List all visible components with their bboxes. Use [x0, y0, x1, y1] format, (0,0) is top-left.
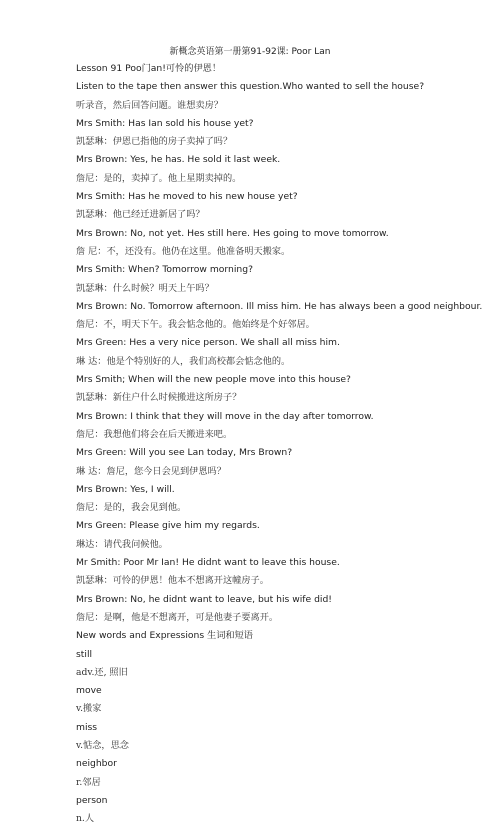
english-text-line: Mrs Brown: I think that they will move in the day after tomorrow.: [76, 410, 374, 422]
english-text-line: Mrs Brown: Yes, he has. He sold it last week.: [76, 154, 281, 166]
chinese-text-line: 詹尼：是啊，他是不想离开，可是他妻子要离开。: [76, 611, 279, 623]
english-text-line: Mrs Brown: No. Tomorrow afternoon. Ill miss him. He has always been a good neighbour.: [76, 300, 483, 312]
chinese-text-line: 詹尼：不，明天下午。我会惦念他的。他始终是个好邻居。: [76, 319, 315, 331]
chinese-text-line: 凯瑟琳：可怜的伊恩！他本不想离开这幢房子。: [76, 575, 269, 587]
chinese-text-line: v.搬家: [76, 703, 102, 715]
english-text-line: Listen to the tape then answer this question.Who wanted to sell the house?: [76, 81, 425, 93]
chinese-text-line: v.惦念，思念: [76, 739, 129, 751]
english-text-line: Mrs Smith: Has Ian sold his house yet?: [76, 117, 254, 129]
chinese-text-line: 詹尼：是的，我会见到他。: [76, 502, 187, 514]
english-text-line: person: [76, 794, 108, 806]
english-text-line: Mrs Green: Hes a very nice person. We shall all miss him.: [76, 337, 340, 349]
chinese-text-line: 琳达：请代我问候他。: [76, 538, 168, 550]
chinese-text-line: 凯瑟琳：新住户什么时候搬进这所房子？: [76, 392, 242, 404]
chinese-text-line: 凯瑟琳：他已经迁进新居了吗？: [76, 209, 205, 221]
english-text-line: Mrs Brown: Yes, I will.: [76, 483, 175, 495]
chinese-text-line: 琳 达：詹尼，您今日会见到伊恩吗？: [76, 465, 226, 477]
english-text-line: Lesson 91 Poo门an!可怜的伊恩！: [76, 63, 222, 74]
chinese-text-line: 詹 尼：不，还没有。他仍在这里。他准备明天搬家。: [76, 245, 291, 257]
document-title: 新概念英语第一册第91-92课: Poor Lan: [169, 47, 331, 57]
document-body: [76, 60, 486, 828]
chinese-text-line: 听录音，然后回答问题。谁想卖房？: [76, 99, 223, 111]
english-text-line: still: [76, 648, 93, 660]
english-text-line: miss: [76, 721, 98, 733]
chinese-text-line: 凯瑟琳：伊恩已指他的房子卖掉了吗？: [76, 136, 233, 148]
english-text-line: move: [76, 685, 102, 697]
english-text-line: New words and Expressions 生词和短语: [76, 630, 253, 642]
english-text-line: Mrs Green: Will you see Lan today, Mrs Brown?: [76, 447, 293, 459]
chinese-text-line: 詹尼：是的，卖掉了。他上星期卖掉的。: [76, 172, 242, 184]
chinese-text-line: 詹尼：我想他们将会在后天搬进来吧。: [76, 428, 233, 440]
english-text-line: Mrs Smith: When? Tomorrow morning?: [76, 264, 253, 276]
english-text-line: Mrs Green: Please give him my regards.: [76, 520, 260, 532]
chinese-text-line: n.人: [76, 813, 95, 825]
chinese-text-line: 琳 达：他是个特别好的人，我们高校都会惦念他的。: [76, 355, 291, 367]
english-text-line: Mrs Brown: No, not yet. Hes still here. Hes going to move tomorrow.: [76, 227, 389, 239]
chinese-text-line: 凯瑟琳：什么时候？明天上午吗？: [76, 282, 214, 294]
english-text-line: Mrs Brown: No, he didnt want to leave, but his wife did!: [76, 593, 332, 605]
english-text-line: Mrs Smith; When will the new people move into this house?: [76, 374, 351, 386]
chinese-text-line: r.邻居: [76, 776, 101, 788]
english-text-line: neighbor: [76, 758, 117, 770]
english-text-line: Mr Smith: Poor Mr Ian! He didnt want to leave this house.: [76, 557, 340, 569]
chinese-text-line: adv.还, 照旧: [76, 666, 128, 678]
english-text-line: Mrs Smith: Has he moved to his new house yet?: [76, 191, 298, 203]
